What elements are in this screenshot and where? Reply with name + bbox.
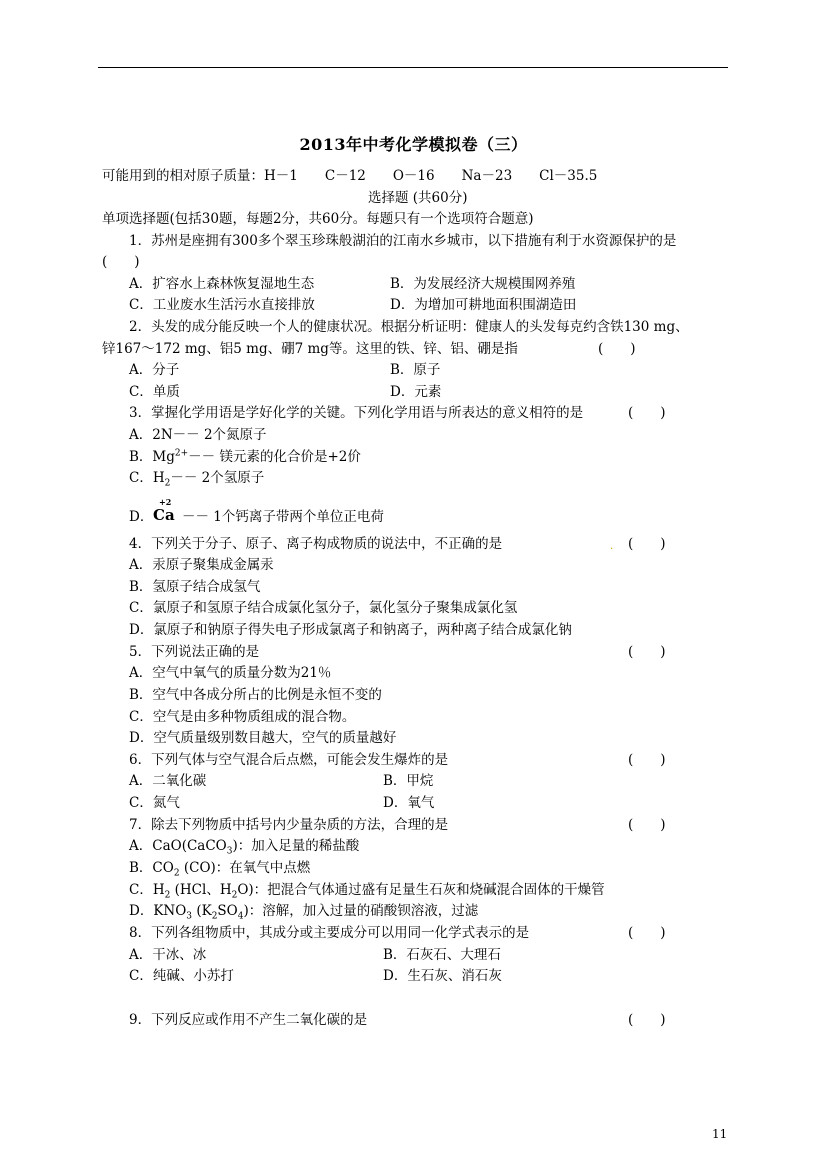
q3-paren: ( ) [628,405,666,421]
q4-stem: 4．下列关于分子、原子、离子构成物质的说法中，不正确的是 [129,536,503,552]
q3-option-d-label: D． [129,509,154,525]
q1-option-d: D．为增加可耕地面积围湖造田 [390,297,577,313]
stray-dot: . [610,541,614,552]
q6-stem: 6．下列气体与空气混合后点燃，可能会发生爆炸的是 [129,752,449,768]
q8-option-c: C．纯碱、小苏打 [129,968,234,984]
q5-paren: ( ) [628,644,666,660]
q4-option-a: A．汞原子聚集成金属汞 [129,557,274,573]
q4-option-d: D．氯原子和钠原子得失电子形成氯离子和钠离子，两种离子结合成氯化钠 [129,622,572,638]
q3-option-d-text: －－ 1个钙离子带两个单位正电荷 [182,509,384,525]
q7-option-b: B．$CO_2$ (CO)：在氧气中点燃 [129,860,311,879]
q7-option-c: C．$H_2$ (HCl、$H_2O$)：把混合气体通过盛有足量生石灰和烧碱混合固体的干燥管 [129,882,605,901]
q2-option-c: C．单质 [129,384,180,400]
q3-option-c: C．$H_2-- 2$个氢原子 [129,470,265,489]
q9-paren: ( ) [628,1012,666,1028]
q9-stem: 9．下列反应或作用不产生二氧化碳的是 [129,1012,368,1028]
q2-option-d: D．元素 [390,384,442,400]
calcium-charge: +2 [159,497,172,507]
q6-option-b: B．甲烷 [383,773,434,789]
q4-paren: ( ) [628,536,666,552]
q1-option-b: B．为发展经济大规模围网养殖 [390,276,576,292]
q8-option-d: D．生石灰、消石灰 [383,968,502,984]
q7-option-a: A．CaO(CaCO$_3$)：加入足量的稀盐酸 [129,838,360,857]
q2-stem-1: 2．头发的成分能反映一个人的健康状况。根据分析证明：健康人的头发每克约含铁130 mg、 [129,319,689,335]
q8-paren: ( ) [628,925,666,941]
q3-stem: 3．掌握化学用语是学好化学的关键。下列化学用语与所表达的意义相符的是 [129,405,584,421]
q4-option-b: B．氢原子结合成氢气 [129,579,261,595]
q5-option-d: D．空气质量级别数目越大，空气的质量越好 [129,730,397,746]
instruction-line: 单项选择题(包括30题，每题2分，共60分。每题只有一个选项符合题意) [102,211,534,227]
q2-stem-2: 锌167～172 mg、铝5 mg、硼7 mg等。这里的铁、锌、铝、硼是指 [102,341,518,357]
q7-paren: ( ) [628,817,666,833]
q6-option-c: C．氮气 [129,795,180,811]
q3-option-a: A．2N－－ 2个氮原子 [129,427,267,443]
q5-option-c: C．空气是由多种物质组成的混合物。 [129,709,356,725]
calcium-symbol: Ca [153,506,175,524]
q4-option-c: C．氯原子和氢原子结合成氯化氢分子，氯化氢分子聚集成氯化氢 [129,600,518,616]
atomic-mass-line: 可能用到的相对原子质量：H－1 C－12 O－16 Na－23 Cl－35.5 [102,168,598,184]
q6-option-a: A．二氧化碳 [129,773,207,789]
q5-stem: 5．下列说法正确的是 [129,644,260,660]
q2-option-a: A．分子 [129,362,180,378]
q6-option-d: D．氧气 [383,795,435,811]
page-title: 2013年中考化学模拟卷（三） [299,135,528,154]
q7-stem: 7．除去下列物质中括号内少量杂质的方法，合理的是 [129,817,449,833]
header-rule [98,67,728,68]
q8-option-a: A．干冰、冰 [129,947,207,963]
q7-option-d: D．$KNO_3$ $(K_2SO_4)$：溶解，加入过量的硝酸钡溶液，过滤 [129,903,479,922]
q1-paren: ( ) [102,254,140,270]
q8-stem: 8．下列各组物质中，其成分或主要成分可以用同一化学式表示的是 [129,925,530,941]
section-heading: 选择题 (共60分) [368,190,468,206]
q8-option-b: B．石灰石、大理石 [383,947,501,963]
q2-option-b: B．原子 [390,362,441,378]
q1-option-a: A．扩容水上森林恢复湿地生态 [129,276,315,292]
page-number: 11 [712,1127,728,1141]
q1-option-c: C．工业废水生活污水直接排放 [129,297,315,313]
q5-option-a: A．空气中氧气的质量分数为21％ [129,665,332,681]
q3-option-b: B．$Mg^{2+}--$ 镁元素的化合价是+2价 [129,448,361,465]
q1-stem: 1．苏州是座拥有300多个翠玉珍珠般湖泊的江南水乡城市，以下措施有利于水资源保护的是 [129,233,677,249]
q6-paren: ( ) [628,752,666,768]
q5-option-b: B．空气中各成分所占的比例是永恒不变的 [129,687,382,703]
q2-paren: ( ) [598,341,636,357]
